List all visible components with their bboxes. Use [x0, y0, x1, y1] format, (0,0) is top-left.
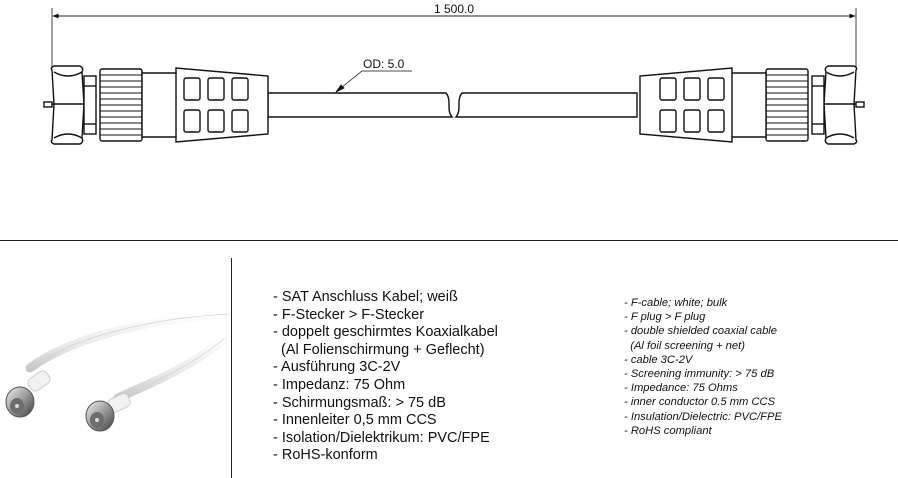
spec-de-item: - SAT Anschluss Kabel; weiß	[273, 289, 458, 305]
spec-de-item: - RoHS-konform	[273, 447, 378, 464]
specs-german	[273, 289, 498, 465]
left-f-connector	[44, 66, 268, 144]
length-label: 1 500.0	[433, 2, 475, 16]
spec-en-item: - F-cable; white; bulk	[624, 297, 728, 309]
section-divider	[0, 240, 898, 241]
od-label: OD: 5.0	[363, 57, 405, 71]
spec-de-item: - Ausführung 3C-2V	[273, 359, 401, 376]
spec-de-item: - Schirmungsmaß: > 75 dB	[273, 394, 446, 411]
spec-de-item: - Innenleiter 0,5 mm CCS	[273, 412, 437, 429]
spec-en-item: - cable 3C-2V	[624, 353, 693, 366]
spec-de-item: - F-Stecker > F-Stecker	[273, 306, 425, 323]
spec-en-item: - Screening immunity: > 75 dB	[624, 368, 775, 381]
spec-en-item: - inner conductor 0.5 mm CCS	[624, 396, 776, 409]
right-f-connector	[640, 66, 864, 144]
length-dimension	[52, 8, 856, 70]
spec-de-item: - Impedanz: 75 Ohm	[273, 376, 406, 393]
od-leader	[336, 71, 412, 92]
spec-en-item: - Insulation/Dielectric: PVC/FPE	[624, 410, 782, 423]
column-divider	[231, 258, 232, 478]
photo-plug-right	[86, 392, 132, 431]
spec-en-item: - double shielded coaxial cable	[624, 325, 777, 338]
photo-plug-left	[6, 369, 52, 417]
spec-de-item: - Isolation/Dielektrikum: PVC/FPE	[273, 429, 490, 446]
product-photo	[0, 258, 230, 478]
specs-english	[624, 296, 782, 438]
spec-en-item: - Impedance: 75 Ohms	[624, 382, 738, 395]
spec-de-item: (Al Folienschirmung + Geflecht)	[273, 341, 485, 358]
spec-en-item: - RoHS compliant	[624, 424, 712, 437]
spec-en-item: - F plug > F plug	[624, 311, 706, 324]
cable	[268, 93, 637, 117]
spec-de-item: - doppelt geschirmtes Koaxialkabel	[273, 324, 498, 341]
spec-en-item: (Al foil screening + net)	[624, 339, 745, 352]
